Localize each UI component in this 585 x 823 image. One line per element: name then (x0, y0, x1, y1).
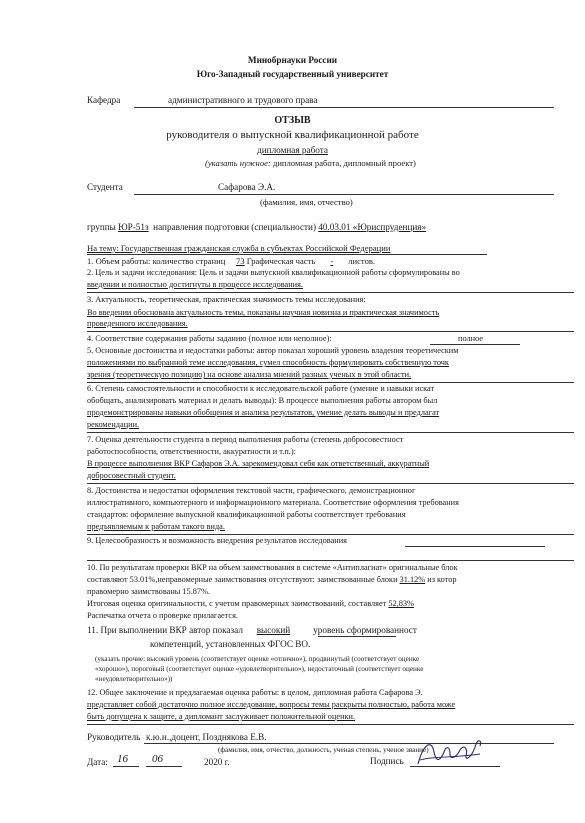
student-label: Студента (87, 182, 123, 192)
department-value: административного и трудового права (168, 95, 318, 105)
item4-underline (430, 344, 520, 345)
student-name: Сафарова Э.А. (218, 182, 276, 192)
item12-line3: быть допущена к защите, а дипломант заслуживает положительной оценки. (87, 712, 356, 721)
item3-line2: Во введении обоснована актуальность темы, показаны научная новизна и практическая значимость (87, 308, 440, 317)
item2-underline (87, 292, 574, 293)
item11-note1: (указать прочие: высокий уровень (соответствует оценке «отлично»), продвинутый (соответствует оценке (95, 655, 420, 663)
item5-line3: зрения (теоретическую позицию) на основе анализа мнений разных ученых в этой области. (87, 370, 412, 379)
item6-line4: рекомендации. (87, 420, 140, 429)
department-underline (134, 107, 554, 108)
item3-underline (87, 331, 574, 332)
item5-underline (87, 382, 574, 383)
item10-line5: Распечатка отчета о проверке прилагается. (87, 611, 238, 620)
topic-underline (87, 254, 487, 255)
item10-line4: Итоговая оценка оригинальности, с учетом правомерных заимствований, составляет 52,83% (87, 599, 414, 608)
item12-line2: представляет собой достаточно полное исследование, вопросы темы раскрыты полностью, работа може (87, 700, 456, 709)
item11-note2: «хорошо»), пороговый (соответствует оценке «удовлетворительно»), недостаточный (соответствует оценке (95, 665, 424, 673)
item7-line3: В процессе выполнения ВКР Сафаров Э.А. зарекомендовал себя как ответственный, аккуратный (87, 459, 430, 468)
item7-line4: добросовестный студент. (87, 471, 176, 480)
date-label: Дата: (87, 757, 108, 767)
item12-underline (87, 724, 574, 725)
item5-line2: положениями по выбранной теме исследования, сумел способность формулировать собственную точк (87, 358, 449, 367)
item1-volume: 1. Объем работы: количество страниц 73 Графическая часть - листов. (87, 256, 376, 266)
item11-note3: «неудовлетворительно»)) (95, 675, 173, 683)
item4-value: полное (458, 334, 483, 343)
date-month: 06 (152, 753, 163, 765)
department-label: Кафедра (87, 95, 121, 105)
work-type: дипломная работа (257, 145, 328, 155)
date-month-underline (146, 766, 182, 767)
item6-underline (87, 432, 574, 433)
date-year: 2020 г. (204, 757, 230, 767)
university-name: Юго-Западный государственный университет (196, 69, 389, 79)
item6-line1: 6. Степень самостоятельности и способности к исследовательской работе (умение и навыки искат (87, 384, 435, 393)
group-line: группы ЮР-51з направления подготовки (специальности) 40.03.01 «Юриспруденция» (87, 222, 427, 232)
item9-underline (87, 560, 574, 561)
item2-line2: введении и полностью достигнуты в процессе исследования. (87, 280, 303, 289)
supervisor-underline (144, 743, 554, 744)
item6-line2: обобщать, анализировать материал и делать выводы): В процессе выполнения работы автором был (87, 396, 438, 405)
supervisor-label: Руководитель (87, 732, 141, 742)
handwritten-signature (410, 734, 485, 770)
supervisor-name: к.ю.н.,доцент, Позднякова Е.В. (146, 732, 267, 742)
item10-line3: правомерно заимствованы 15.87%. (87, 587, 211, 596)
ministry-name: Минобрнауки России (247, 55, 338, 65)
item11-level-underline (318, 636, 396, 637)
item4-text: 4. Соответствие содержания работы заданию (полное или неполное): (87, 334, 332, 343)
date-day: 16 (117, 753, 128, 765)
item11-line2: компетенций, установленных ФГОС ВО. (150, 639, 311, 649)
item12-line1: 12. Общее заключение и предлагаемая оценка работы: в целом, дипломная работа Сафарова Э. (87, 688, 423, 697)
item8-line2: иллюстративного, компьютерного и информационного материала. Соответствие оформления требования (87, 498, 459, 507)
student-underline (134, 194, 554, 195)
review-title: ОТЗЫВ (274, 115, 311, 126)
work-type-hint: (указать нужное: дипломная работа, дипломный проект) (205, 158, 416, 168)
item8-line3: стандартов: оформление выпускной квалификационной работы соответствует требования (87, 510, 406, 519)
item10-line1: 10. По результатам проверки ВКР на объем заимствования в системе «Антиплагиат» оригинальные блок (87, 563, 458, 572)
item3-line1: 3. Актуальность, теоретическая, практическая значимость темы исследования: (87, 295, 366, 304)
item11-line1: 11. При выполнении ВКР автор показал высокий уровень сформированност (87, 625, 417, 635)
item7-line2: работоспособности, ответственности, аккуратности и т.п.): (87, 447, 296, 456)
item10-line2: составляют 53.01%,неправомерные заимствования отсутствуют: заимствованные блоки 31.12% из котор (87, 575, 457, 584)
item2-line1: 2. Цель и задачи исследования: Цель и задачи выпускной квалификационной работы сформулированы во (87, 268, 460, 277)
item8-line1: 8. Достоинства и недостатки оформления текстовой части, графического, демонстрационног (87, 486, 416, 495)
item7-line1: 7. Оценка деятельности студента в период выполнения работы (степень добросовестност (87, 435, 404, 444)
supervisor-caption: (фамилия, имя, отчество, должность, ученая степень, ученое звание) (218, 746, 429, 754)
item7-underline (87, 483, 574, 484)
topic-line: На тему: Государственная гражданская служба в субъектах Российской Федерации (87, 243, 391, 253)
student-caption: (фамилия, имя, отчество) (260, 197, 353, 207)
review-subtitle: руководителя о выпускной квалификационной работе (166, 129, 419, 141)
item8-line4: предъявляемым к работам такого вида. (87, 522, 225, 531)
date-day-underline (113, 766, 139, 767)
signature-label: Подпись (370, 756, 404, 766)
item5-line1: 5. Основные достоинства и недостатки работы: автор показал хороший уровень владения теоретическим (87, 346, 459, 355)
item3-line3: проведенного исследования. (87, 319, 188, 328)
item6-line3: продемонстрированы навыки обобщения и анализа результатов, умение делать выводы и предлагат (87, 408, 440, 417)
item9-text: 9. Целесообразность и возможность внедрения результатов исследования (87, 536, 347, 545)
item8-underline (87, 534, 574, 535)
item9-underline-short (405, 546, 545, 547)
